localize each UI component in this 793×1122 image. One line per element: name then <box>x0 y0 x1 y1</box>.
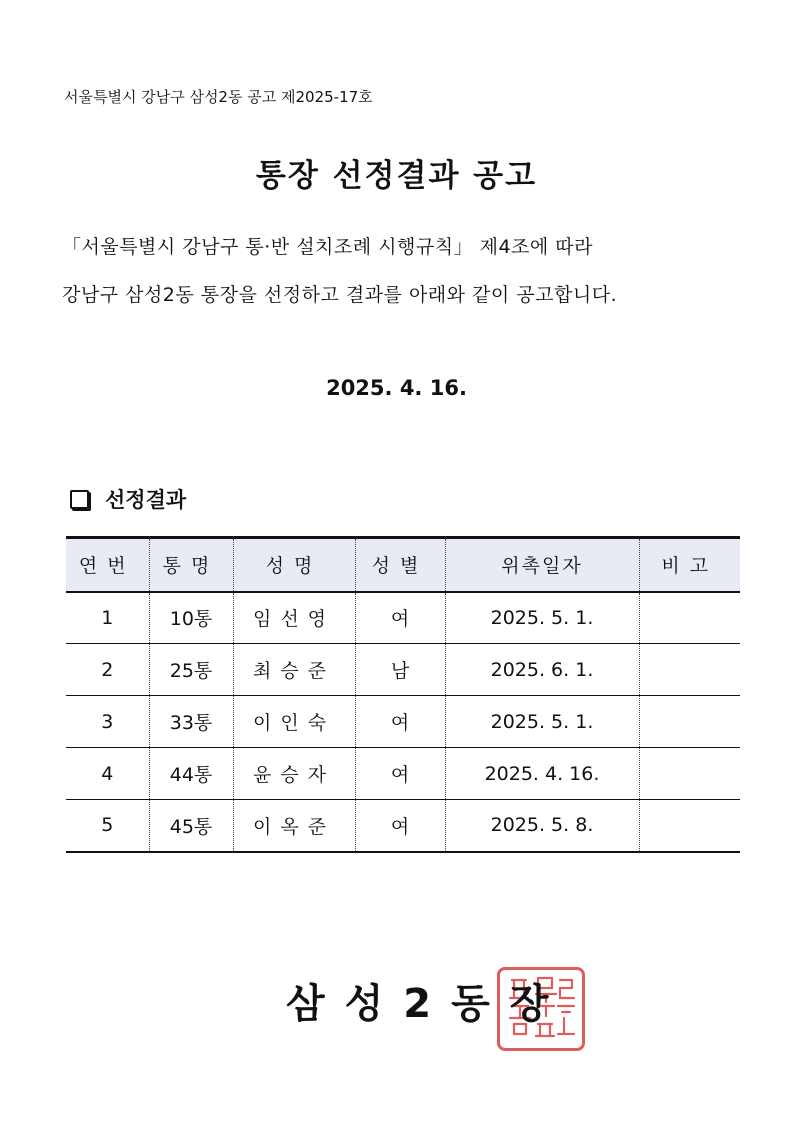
cell-tong: 44통 <box>149 748 233 800</box>
cell-tong: 25통 <box>149 644 233 696</box>
cell-name: 최승준 <box>233 644 355 696</box>
cell-gender: 여 <box>355 748 445 800</box>
table-header-row <box>66 538 740 592</box>
cell-gender: 남 <box>355 644 445 696</box>
section-header <box>70 484 186 514</box>
cell-date: 2025. 5. 1. <box>445 696 639 748</box>
table-row <box>66 748 740 800</box>
cell-name: 윤승자 <box>233 748 355 800</box>
cell-gender: 여 <box>355 592 445 644</box>
header-date: 위촉일자 <box>445 538 639 592</box>
table-row <box>66 696 740 748</box>
cell-date: 2025. 6. 1. <box>445 644 639 696</box>
cell-tong: 33통 <box>149 696 233 748</box>
cell-note <box>639 644 740 696</box>
cell-gender: 여 <box>355 696 445 748</box>
results-table <box>66 536 740 853</box>
section-title: 선정결과 <box>105 488 187 512</box>
header-tong: 통명 <box>149 538 233 592</box>
intro-line-2: 강남구 삼성2동 통장을 선정하고 결과를 아래와 같이 공고합니다. <box>62 284 618 306</box>
cell-note <box>639 592 740 644</box>
page-title: 통장 선정결과 공고 <box>255 158 538 194</box>
cell-date: 2025. 4. 16. <box>445 748 639 800</box>
cell-no: 3 <box>101 710 114 733</box>
cell-note <box>639 748 740 800</box>
header-note: 비고 <box>639 538 740 592</box>
table-row <box>66 592 740 644</box>
notice-number: 서울특별시 강남구 삼성2동 공고 제2025-17호 <box>64 88 373 106</box>
cell-note <box>639 696 740 748</box>
cell-no: 2 <box>101 658 114 681</box>
header-name: 성명 <box>233 538 355 592</box>
header-no: 연번 <box>78 555 136 578</box>
table-row <box>66 644 740 696</box>
cell-name: 이옥준 <box>233 800 355 852</box>
checkbox-square-icon <box>70 490 89 509</box>
signature: 삼성2동장 <box>286 981 569 1027</box>
cell-name: 임선영 <box>233 592 355 644</box>
cell-name: 이인숙 <box>233 696 355 748</box>
header-gender: 성별 <box>355 538 445 592</box>
cell-no: 4 <box>101 762 114 785</box>
table-row <box>66 800 740 852</box>
cell-tong: 10통 <box>149 592 233 644</box>
cell-gender: 여 <box>355 800 445 852</box>
cell-date: 2025. 5. 1. <box>445 592 639 644</box>
cell-no: 1 <box>101 606 114 629</box>
cell-note <box>639 800 740 852</box>
notice-date: 2025. 4. 16. <box>326 376 467 400</box>
cell-tong: 45통 <box>149 800 233 852</box>
cell-date: 2025. 5. 8. <box>445 800 639 852</box>
intro-line-1: 「서울특별시 강남구 통·반 설치조례 시행규칙」 제4조에 따라 <box>62 236 594 258</box>
cell-no: 5 <box>101 814 114 837</box>
